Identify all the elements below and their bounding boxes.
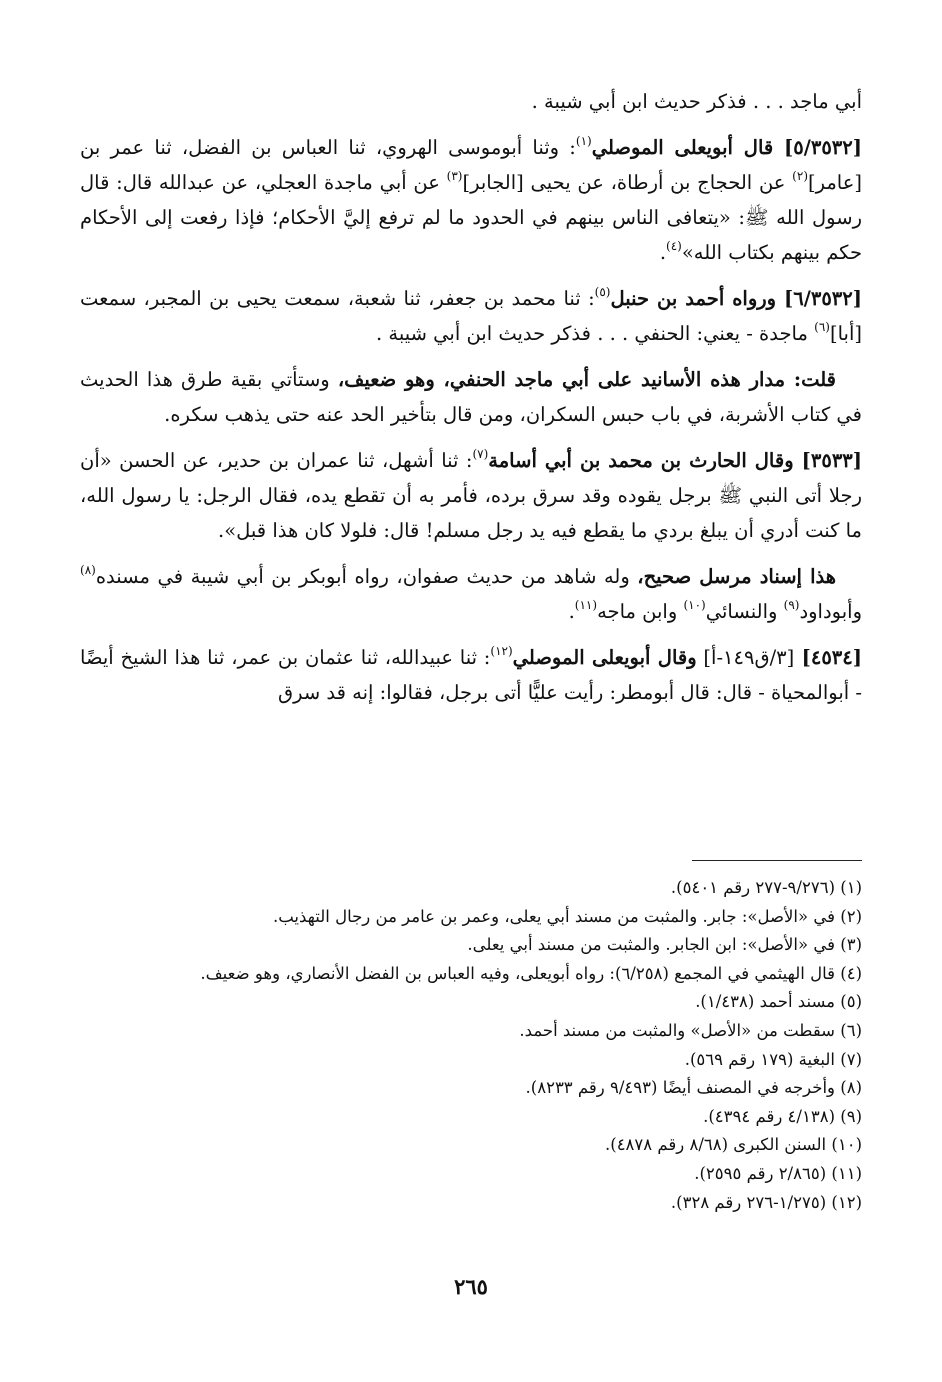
comment-bold: قلت: مدار هذه الأسانيد على أبي ماجد الحنفي، وهو ضعيف،: [337, 368, 836, 391]
text-run: : ثنا محمد بن جعفر، ثنا شعبة، سمعت يحيى بن المجبر، سمعت [أبا]: [80, 287, 862, 345]
hadith-5-3532: [80, 130, 862, 270]
text-run: وأبوداود: [799, 600, 862, 623]
author-comment: [80, 362, 862, 432]
footnote-ref[interactable]: (١٢): [490, 644, 513, 658]
footnote-ref[interactable]: (٢): [792, 169, 808, 183]
narrator-name: وقال أبويعلى الموصلي: [512, 646, 697, 669]
footnote-ref[interactable]: (٥): [594, 285, 611, 299]
footnote-ref[interactable]: (٦): [814, 320, 830, 334]
text-run: ماجدة - يعني: الحنفي . . . فذكر حديث ابن أبي شيبة .: [375, 322, 815, 345]
manuscript-ref: [٣/ق١٤٩-أ]: [696, 646, 795, 669]
footnote-6: (٦) سقطت من «الأصل» والمثبت من مسند أحمد.: [519, 1020, 862, 1040]
footnote-7: (٧) البغية (١٧٩ رقم ٥٦٩).: [684, 1049, 862, 1069]
footnote-4: (٤) قال الهيثمي في المجمع (٦/٢٥٨): رواه أبويعلى، وفيه العباس بن الفضل الأنصاري، وهو ضعيف.: [200, 963, 862, 983]
footnote-8: (٨) وأخرجه في المصنف أيضًا (٩/٤٩٣ رقم ٨٢٣٣).: [525, 1078, 862, 1098]
text-run: وستأتي بقية طرق هذا الحديث في كتاب الأشربة، في باب حبس السكران، ومن قال بتأخير الحد عنه حتى يذهب سكره.: [80, 368, 862, 426]
narrator-name: قال أبويعلى الموصلي: [591, 136, 774, 159]
text-run: عن الحجاج بن أرطاة، عن يحيى [الجابر]: [462, 171, 793, 194]
hadith-3533: [80, 443, 862, 548]
text-run: والنسائي: [705, 600, 784, 623]
paragraph-continuation: [80, 84, 862, 119]
text-run: عن أبي ماجدة العجلي، عن عبدالله قال: قال رسول الله ﷺ: «يتعافى الناس بينهم في الحدود ما لم ترفع إليَّ الأحكام؛ فإذا رفعت إلى الأحكام حكم بينهم بكتاب الله»: [80, 171, 862, 264]
footnote-ref[interactable]: (١): [575, 134, 592, 148]
footnote-separator: [692, 860, 862, 861]
footnote-12: (١٢) (١/٢٧٥-٢٧٦ رقم ٣٢٨).: [670, 1192, 862, 1212]
hadith-number: [٣٥٣٣]: [793, 449, 863, 472]
isnad-comment: [80, 559, 862, 629]
hadith-number: [٤٥٣٤]: [794, 646, 862, 669]
footnotes: [80, 874, 862, 1217]
footnote-ref[interactable]: (٨): [80, 563, 96, 577]
text-run: : وثنا أبوموسى الهروي، ثنا العباس بن الفضل، ثنا عمر بن [عامر]: [80, 136, 862, 194]
footnote-ref[interactable]: (٣): [446, 169, 463, 183]
footnote-ref[interactable]: (٤): [666, 239, 682, 253]
text-run: : ثنا عبيدالله، ثنا عثمان بن عمر، ثنا هذا الشيخ أيضًا - أبوالمحياة - قال: قال أبومطر: رأيت عليًّا أتى برجل، فقالوا: إنه قد سرق: [80, 646, 862, 704]
footnote-ref[interactable]: (٧): [472, 447, 489, 461]
hadith-6-3532: [80, 281, 862, 351]
footnote-9: (٩) (٤/١٣٨ رقم ٤٣٩٤).: [703, 1106, 862, 1126]
hadith-number: [٥/٣٥٣٢]: [773, 136, 862, 159]
text-run: .: [659, 241, 667, 264]
hadith-number: [٦/٣٥٣٢]: [776, 287, 862, 310]
footnote-ref[interactable]: (١١): [574, 598, 598, 612]
hadith-4534: [80, 640, 862, 710]
comment-bold: هذا إسناد مرسل صحيح،: [637, 565, 837, 588]
footnote-1: (١) (٩/٢٧٦-٢٧٧ رقم ٥٤٠١).: [670, 878, 862, 897]
text-run: : ثنا أشهل، ثنا عمران بن حدير، عن الحسن «أن رجلا أتى النبي ﷺ برجل يقوده وقد سرق برده، فأمر به أن تقطع يده، فقال الرجل: يا رسول الله، ما كنت أدري أن يبلغ بردي ما يقطع فيه يد رجل مسلم! قال: فلولا كان هذا قبل».: [80, 449, 862, 542]
footnote-ref[interactable]: (١٠): [683, 598, 706, 612]
narrator-name: وقال الحارث بن محمد بن أبي أسامة: [488, 449, 794, 472]
footnote-5: (٥) مسند أحمد (١/٤٣٨).: [695, 992, 862, 1012]
text-run: .: [568, 600, 575, 623]
footnote-10: (١٠) السنن الكبرى (٨/٦٨ رقم ٤٨٧٨).: [605, 1135, 862, 1155]
narrator-name: ورواه أحمد بن حنبل: [610, 287, 777, 310]
main-text: [80, 84, 862, 721]
page-number: ٢٦٥: [454, 1274, 488, 1299]
text-run: وابن ماجه: [597, 600, 684, 623]
footnote-11: (١١) (٢/٨٦٥ رقم ٢٥٩٥).: [694, 1163, 862, 1183]
footnote-2: (٢) في «الأصل»: جابر. والمثبت من مسند أبي يعلى، وعمر بن عامر من رجال التهذيب.: [272, 906, 862, 926]
footnote-3: (٣) في «الأصل»: ابن الجابر. والمثبت من مسند أبي يعلى.: [467, 935, 862, 955]
footnote-ref[interactable]: (٩): [783, 598, 800, 612]
text-run: وله شاهد من حديث صفوان، رواه أبوبكر بن أبي شيبة في مسنده: [95, 565, 638, 588]
text-run: أبي ماجد . . . فذكر حديث ابن أبي شيبة .: [531, 90, 862, 113]
